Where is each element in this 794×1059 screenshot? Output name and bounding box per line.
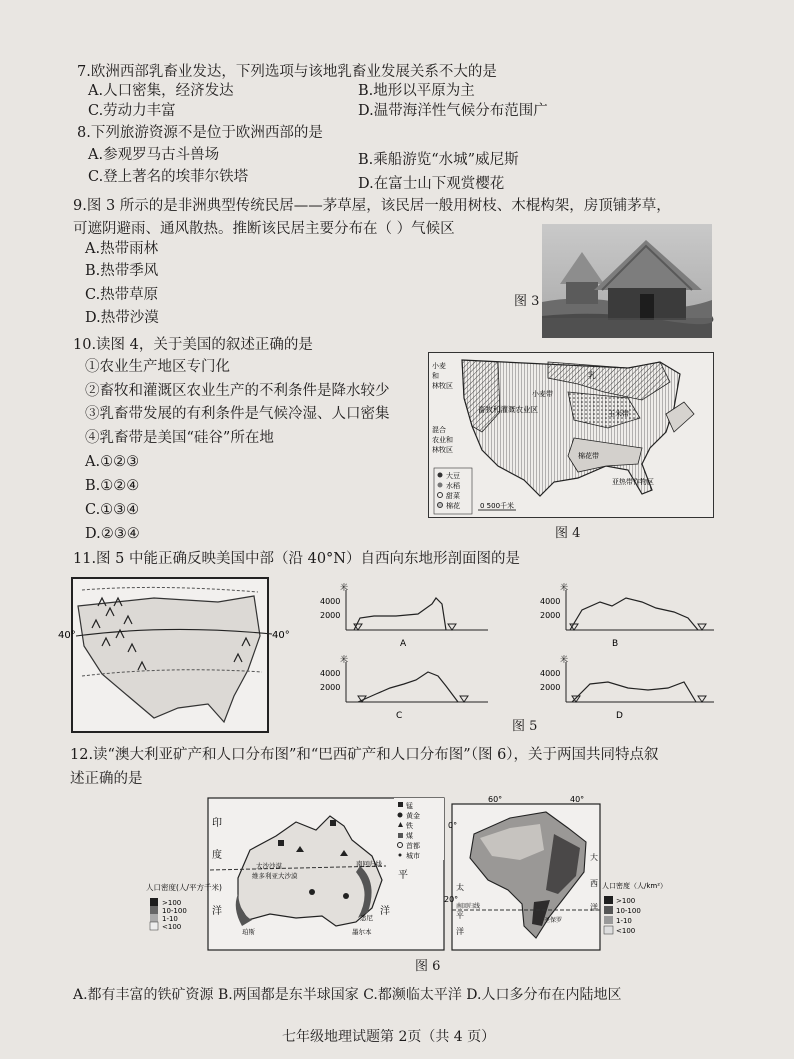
- bra-lon-60: 60°: [488, 795, 503, 804]
- page-footer: 七年级地理试题第 2页（共 4 页）: [282, 1029, 496, 1045]
- q10-option-d: D.②③④: [85, 526, 140, 542]
- figure-6-australia-map: [146, 796, 446, 954]
- map-label-dairy: 乳: [588, 371, 596, 380]
- profile-d-tick-4000: 4000: [540, 669, 561, 678]
- aus-sydney: 悉尼: [360, 914, 373, 922]
- bra-density-level-2: 10-100: [616, 907, 641, 915]
- map-scale: 0 500千米: [480, 502, 515, 510]
- q12-stem-line2: 述正确的是: [70, 771, 143, 787]
- profile-c-tick-2000: 2000: [320, 683, 341, 692]
- q10-option-b: B.①②④: [85, 478, 140, 494]
- map-label-mixed: 混合: [432, 426, 446, 434]
- q7-option-d: D.温带海洋性气候分布范围广: [358, 103, 548, 119]
- map-label-wheat-forest: 小麦: [432, 362, 446, 370]
- profile-b-tick-4000: 4000: [540, 597, 561, 606]
- figure-3-label: 图 3: [514, 294, 540, 309]
- q9-stem-line1: 9.图 3 所示的是非洲典型传统民居——茅草屋，该民居一般用树枝、木棍构架，房顶铺茅草，: [73, 198, 671, 214]
- legend-rice: 水稻: [446, 482, 460, 490]
- aus-density-level-4: <100: [162, 923, 182, 931]
- figure-4-us-agriculture-map: [428, 352, 714, 518]
- q9-option-b: B.热带季风: [85, 263, 159, 279]
- map-label-wheat-forest-3: 林牧区: [432, 382, 453, 390]
- q11-stem: 11.图 5 中能正确反映美国中部（沿 40°N）自西向东地形剖面图的是: [73, 551, 520, 567]
- profile-c-unit: 米: [340, 655, 348, 664]
- q12-options: A.都有丰富的铁矿资源 B.两国都是东半球国家 C.都濒临太平洋 D.人口多分布在内陆地区: [73, 987, 622, 1003]
- q10-statement-2: ②畜牧和灌溉区农业生产的不利条件是降水较少: [85, 383, 390, 399]
- aus-density-level-1: >100: [162, 899, 182, 907]
- bra-ocean-2: 平: [456, 911, 464, 920]
- aus-ocean-6: 洋: [380, 906, 390, 917]
- q9-option-c: C.热带草原: [85, 287, 159, 303]
- q10-option-a: A.①②③: [85, 454, 140, 470]
- legend-manganese: 锰: [406, 802, 413, 810]
- aus-great-sandy-desert: 大沙沙漠: [256, 862, 282, 870]
- figure-4-label: 图 4: [555, 526, 581, 541]
- bra-lon-40: 40°: [570, 795, 585, 804]
- legend-soybean: 大豆: [446, 472, 460, 480]
- profile-d-unit: 米: [560, 655, 568, 664]
- map-label-wheat-forest-2: 和: [432, 372, 439, 380]
- profile-b: [538, 580, 728, 650]
- map-label-wheat-belt: 小麦带: [532, 390, 553, 398]
- legend-iron: 铁: [406, 822, 413, 830]
- legend-gold: 黄金: [406, 812, 420, 820]
- map-label-mixed-2: 农业和: [432, 436, 453, 444]
- profile-a-tick-4000: 4000: [320, 597, 341, 606]
- aus-melbourne: 墨尔本: [352, 928, 372, 936]
- profile-a-unit: 米: [340, 583, 348, 592]
- legend-cotton: 棉花: [446, 502, 460, 510]
- q8-stem: 8.下列旅游资源不是位于欧洲西部的是: [77, 125, 323, 141]
- bra-ocean-5: 西: [590, 879, 598, 888]
- q9-option-a: A.热带雨林: [85, 241, 159, 257]
- q10-statement-3: ③乳畜带发展的有利条件是气候冷湿、人口密集: [85, 406, 390, 422]
- profile-d-label: D: [616, 711, 623, 721]
- q7-option-b: B.地形以平原为主: [358, 83, 475, 99]
- legend-capital: 首都: [406, 842, 420, 850]
- profile-c: [318, 652, 510, 724]
- profile-a: [318, 580, 510, 650]
- q10-stem: 10.读图 4，关于美国的叙述正确的是: [73, 337, 313, 353]
- figure-5-us-terrain-map: [58, 576, 294, 736]
- q12-stem-line1: 12.读“澳大利亚矿产和人口分布图”和“巴西矿产和人口分布图”（图 6），关于两国共同特点叙: [70, 747, 659, 763]
- aus-tropic-line: 南回归线: [356, 860, 382, 868]
- q10-option-c: C.①③④: [85, 502, 140, 518]
- aus-ocean-1: 印: [212, 818, 222, 829]
- figure-6-brazil-map: [444, 794, 668, 952]
- aus-density-level-2: 10-100: [162, 907, 187, 915]
- bra-density-level-4: <100: [616, 927, 636, 935]
- profile-a-label: A: [400, 639, 407, 649]
- profile-c-label: C: [396, 711, 403, 721]
- q7-option-c: C.劳动力丰富: [88, 103, 176, 119]
- q8-option-c: C.登上著名的埃菲尔铁塔: [88, 169, 249, 185]
- bra-ocean-6: 洋: [590, 903, 598, 912]
- q10-statement-4: ④乳畜带是美国“硅谷”所在地: [85, 430, 274, 446]
- q8-option-a: A.参观罗马古斗兽场: [88, 147, 220, 163]
- bra-lat-20: 20°: [444, 895, 459, 904]
- profile-b-label: B: [612, 639, 619, 649]
- q9-option-d: D.热带沙漠: [85, 310, 159, 326]
- lat-label-west: 40°: [58, 630, 76, 641]
- figure-3-hut-photo: [542, 224, 712, 338]
- q7-stem: 7.欧洲西部乳畜业发达，下列选项与该地乳畜业发展关系不大的是: [77, 64, 497, 80]
- bra-sao-paulo: 圣保罗: [544, 917, 563, 924]
- profile-d-tick-2000: 2000: [540, 683, 561, 692]
- legend-city: 城市: [406, 852, 420, 860]
- map-label-corn-belt: 玉米带: [608, 410, 629, 418]
- q8-option-d: D.在富士山下观赏樱花: [358, 176, 505, 192]
- legend-sugar-beet: 甜菜: [446, 492, 460, 500]
- aus-density-legend-title: 人口密度(人/平方千米): [146, 883, 222, 892]
- map-label-mixed-3: 林牧区: [432, 446, 453, 454]
- profile-c-tick-4000: 4000: [320, 669, 341, 678]
- aus-ocean-2: 度: [212, 850, 222, 861]
- map-label-subtropical: 亚热带作物区: [612, 478, 654, 486]
- profile-a-tick-2000: 2000: [320, 611, 341, 620]
- profile-b-tick-2000: 2000: [540, 611, 561, 620]
- map-label-ranching-irrigation: 畜牧和灌溉农业区: [478, 405, 538, 414]
- q9-stem-line2: 可遮阴避雨、通风散热。推断该民居主要分布在（ ）气候区: [73, 221, 455, 237]
- bra-density-level-1: >100: [616, 897, 636, 905]
- aus-victoria-desert: 维多利亚大沙漠: [252, 872, 298, 880]
- bra-ocean-3: 洋: [456, 927, 464, 936]
- bra-ocean-1: 太: [456, 883, 464, 892]
- figure-5-label: 图 5: [512, 719, 538, 734]
- bra-density-legend-title: 人口密度（人/km²）: [602, 882, 668, 890]
- aus-perth: 珀斯: [242, 928, 255, 936]
- aus-density-level-3: 1-10: [162, 915, 178, 923]
- profile-b-unit: 米: [560, 583, 568, 592]
- bra-lat-0: 0°: [448, 821, 458, 830]
- figure-6-label: 图 6: [415, 959, 441, 974]
- lat-label-east: 40°: [272, 630, 290, 641]
- map-label-cotton-belt: 棉花带: [578, 452, 599, 460]
- aus-ocean-3: 洋: [212, 906, 222, 917]
- aus-ocean-5: 平: [398, 870, 408, 881]
- bra-tropic-line: 南回归线: [456, 903, 481, 910]
- q10-statement-1: ①农业生产地区专门化: [85, 359, 230, 375]
- q7-option-a: A.人口密集，经济发达: [88, 83, 234, 99]
- legend-coal: 煤: [406, 832, 413, 840]
- bra-density-level-3: 1-10: [616, 917, 632, 925]
- bra-ocean-4: 大: [590, 853, 598, 862]
- profile-d: [538, 652, 728, 724]
- q8-option-b: B.乘船游览“水城”威尼斯: [358, 152, 519, 168]
